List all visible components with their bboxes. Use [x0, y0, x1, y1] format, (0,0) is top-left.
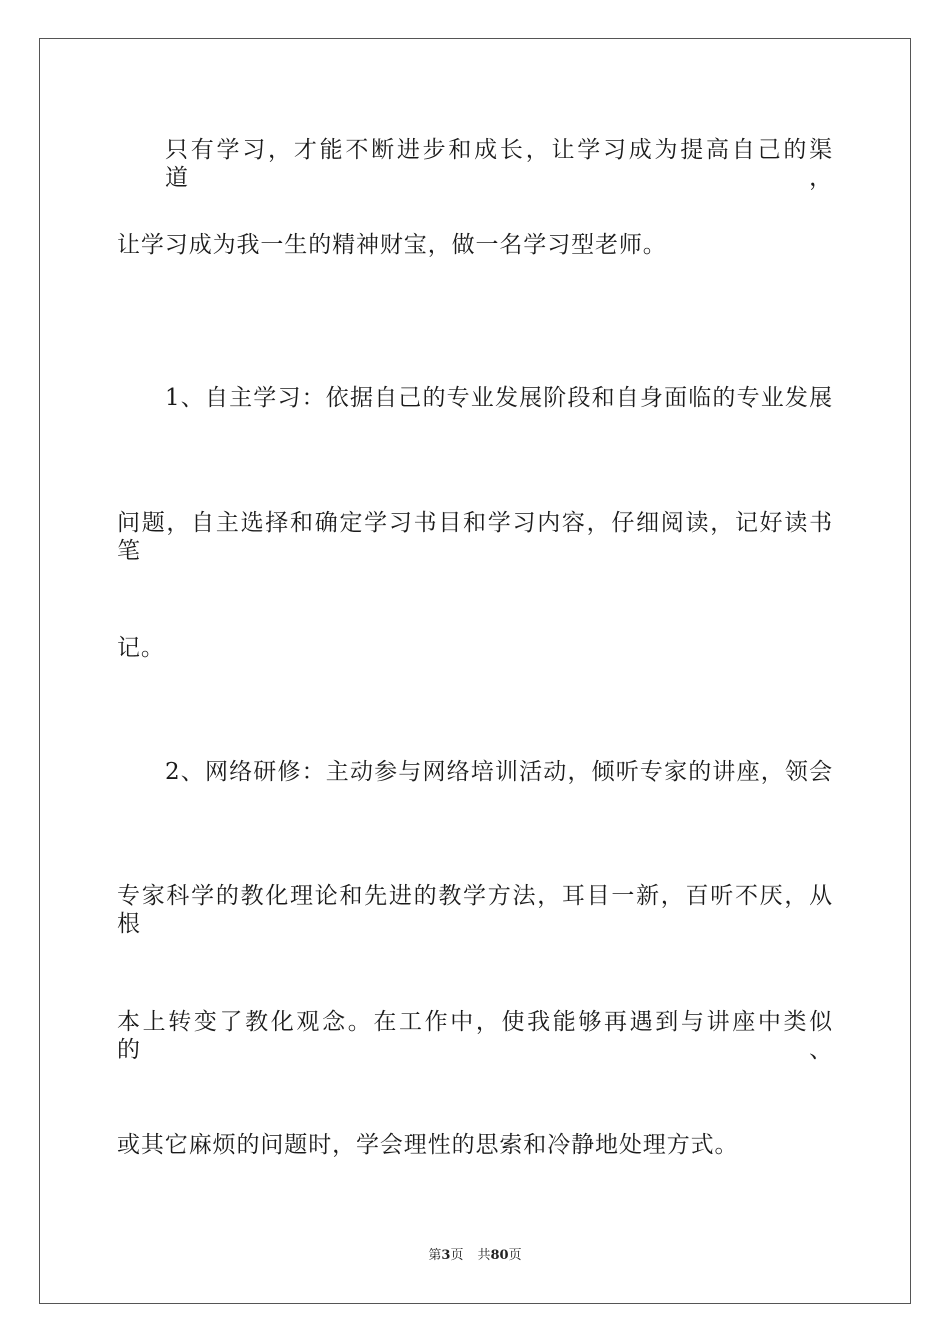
page-suffix: 页 [450, 1248, 464, 1263]
paragraph-line-1: 只有学习，才能不断进步和成长，让学习成为提高自己的渠道， [165, 137, 833, 191]
paragraph-line-5: 记。 [117, 635, 165, 661]
paragraph-line-8: 本上转变了教化观念。在工作中，使我能够再遇到与讲座中类似的、 [117, 1009, 833, 1063]
paragraph-line-7: 专家科学的教化理论和先进的教学方法，耳目一新，百听不厌，从根 [117, 883, 833, 937]
page-border [39, 38, 911, 1304]
paragraph-line-2: 让学习成为我一生的精神财宝，做一名学习型老师。 [117, 232, 667, 258]
paragraph-line-4: 问题，自主选择和确定学习书目和学习内容，仔细阅读，记好读书笔 [117, 510, 833, 564]
page-number: 3 [441, 1248, 451, 1263]
total-suffix: 页 [508, 1248, 522, 1263]
page-footer [0, 1247, 950, 1265]
page-prefix: 第 [428, 1248, 442, 1263]
total-prefix: 共 [477, 1248, 491, 1263]
paragraph-line-3: 1、自主学习：依据自己的专业发展阶段和自身面临的专业发展 [165, 385, 833, 411]
paragraph-line-9: 或其它麻烦的问题时，学会理性的思索和冷静地处理方式。 [117, 1132, 739, 1158]
total-pages: 80 [490, 1248, 509, 1263]
paragraph-line-6: 2、网络研修：主动参与网络培训活动，倾听专家的讲座，领会 [165, 759, 833, 785]
